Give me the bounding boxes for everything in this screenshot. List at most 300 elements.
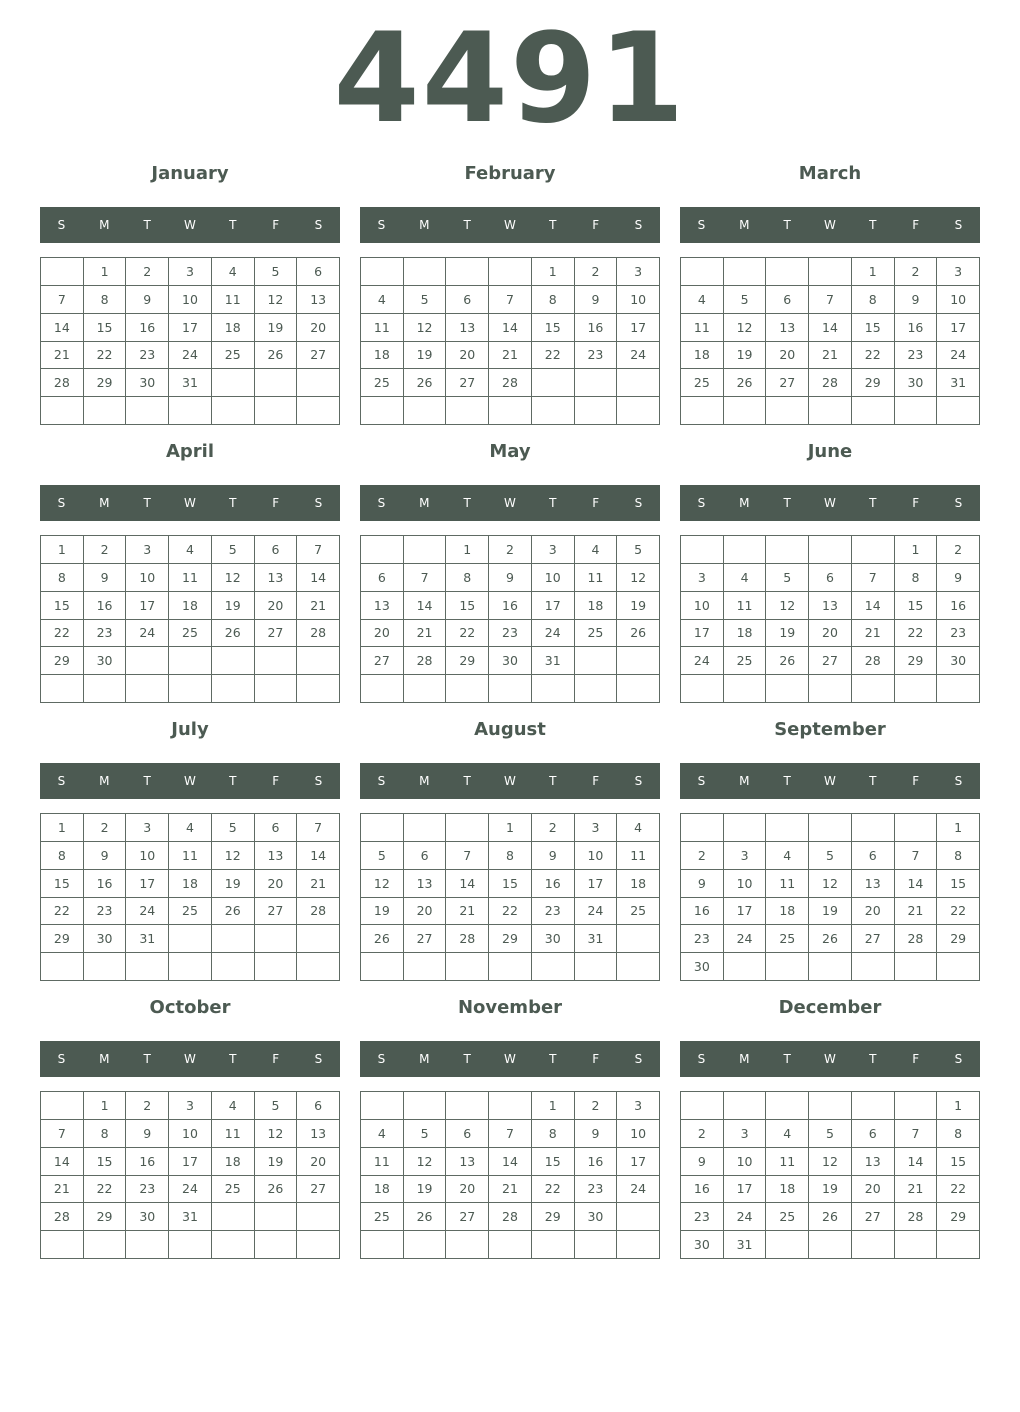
month-name: October bbox=[149, 997, 231, 1018]
day-cell: 24 bbox=[617, 342, 660, 370]
weekday-label: T bbox=[143, 1052, 151, 1066]
day-cell: 26 bbox=[404, 369, 447, 397]
day-cell: 9 bbox=[681, 870, 724, 898]
weekday-label: F bbox=[912, 496, 920, 510]
day-cell: 30 bbox=[895, 369, 938, 397]
day-cell bbox=[895, 1231, 938, 1259]
day-cell: 21 bbox=[41, 1176, 84, 1204]
day-cell bbox=[169, 925, 212, 953]
day-cell: 31 bbox=[126, 925, 169, 953]
day-cell: 6 bbox=[852, 842, 895, 870]
weekday-label: W bbox=[504, 218, 516, 232]
day-cell: 18 bbox=[361, 342, 404, 370]
day-cell: 16 bbox=[489, 592, 532, 620]
day-cell bbox=[169, 1231, 212, 1259]
month-name: April bbox=[165, 441, 215, 462]
day-cell: 5 bbox=[255, 1092, 298, 1120]
day-cell bbox=[617, 1203, 660, 1231]
day-cell: 24 bbox=[724, 925, 767, 953]
day-cell: 26 bbox=[255, 1176, 298, 1204]
day-cell: 24 bbox=[617, 1176, 660, 1204]
month-name: January bbox=[151, 163, 229, 184]
day-cell bbox=[809, 1231, 852, 1259]
weekday-label: T bbox=[143, 218, 151, 232]
day-cell bbox=[766, 953, 809, 981]
day-cell: 25 bbox=[169, 620, 212, 648]
month-name: June bbox=[807, 441, 853, 462]
weekday-label: W bbox=[504, 1052, 516, 1066]
day-cell: 20 bbox=[297, 1148, 340, 1176]
day-cell: 21 bbox=[895, 1176, 938, 1204]
day-cell bbox=[404, 814, 447, 842]
weekday-label: S bbox=[697, 1052, 706, 1066]
day-cell: 10 bbox=[126, 564, 169, 592]
weekday-label: W bbox=[824, 1052, 836, 1066]
day-cell bbox=[575, 647, 618, 675]
weekday-label: S bbox=[57, 1052, 66, 1066]
day-cell: 8 bbox=[489, 842, 532, 870]
weekday-label: F bbox=[912, 774, 920, 788]
day-cell: 8 bbox=[84, 1120, 127, 1148]
day-cell: 16 bbox=[84, 592, 127, 620]
day-cell: 20 bbox=[361, 620, 404, 648]
day-cell bbox=[895, 675, 938, 703]
day-grid bbox=[680, 535, 980, 703]
weekday-label: S bbox=[954, 496, 963, 510]
day-cell: 20 bbox=[809, 620, 852, 648]
day-cell bbox=[617, 369, 660, 397]
day-cell: 18 bbox=[575, 592, 618, 620]
day-cell: 29 bbox=[84, 1203, 127, 1231]
day-cell: 8 bbox=[532, 286, 575, 314]
day-cell: 10 bbox=[169, 1120, 212, 1148]
month-block bbox=[360, 162, 661, 426]
day-cell: 3 bbox=[126, 536, 169, 564]
day-cell: 8 bbox=[937, 842, 980, 870]
day-cell: 10 bbox=[724, 870, 767, 898]
day-cell: 6 bbox=[255, 536, 298, 564]
month-name: May bbox=[489, 441, 531, 462]
day-cell: 7 bbox=[809, 286, 852, 314]
day-cell: 16 bbox=[84, 870, 127, 898]
day-cell bbox=[126, 647, 169, 675]
day-cell: 27 bbox=[446, 369, 489, 397]
day-cell: 22 bbox=[937, 1176, 980, 1204]
day-cell bbox=[212, 953, 255, 981]
day-cell: 23 bbox=[575, 1176, 618, 1204]
day-cell: 22 bbox=[489, 898, 532, 926]
day-cell: 28 bbox=[809, 369, 852, 397]
weekday-label: F bbox=[272, 774, 280, 788]
day-cell: 7 bbox=[852, 564, 895, 592]
day-cell bbox=[361, 397, 404, 425]
day-cell: 11 bbox=[212, 286, 255, 314]
day-cell bbox=[404, 258, 447, 286]
day-cell: 29 bbox=[937, 925, 980, 953]
day-cell bbox=[446, 397, 489, 425]
day-cell: 28 bbox=[852, 647, 895, 675]
weekday-header bbox=[680, 207, 980, 243]
day-cell bbox=[297, 925, 340, 953]
weekday-label: M bbox=[99, 496, 110, 510]
weekday-label: S bbox=[634, 496, 643, 510]
day-cell: 12 bbox=[766, 592, 809, 620]
day-cell bbox=[212, 397, 255, 425]
day-cell bbox=[446, 814, 489, 842]
day-cell bbox=[681, 397, 724, 425]
weekday-label: W bbox=[824, 496, 836, 510]
weekday-label: T bbox=[229, 496, 237, 510]
day-cell: 6 bbox=[852, 1120, 895, 1148]
day-cell: 16 bbox=[126, 1148, 169, 1176]
day-cell: 14 bbox=[809, 314, 852, 342]
day-cell: 4 bbox=[575, 536, 618, 564]
day-cell: 1 bbox=[937, 1092, 980, 1120]
day-cell bbox=[809, 953, 852, 981]
day-cell bbox=[617, 647, 660, 675]
day-cell: 26 bbox=[724, 369, 767, 397]
weekday-label: F bbox=[912, 1052, 920, 1066]
day-cell: 26 bbox=[361, 925, 404, 953]
day-cell: 10 bbox=[575, 842, 618, 870]
day-cell: 28 bbox=[41, 1203, 84, 1231]
month-name: August bbox=[474, 719, 546, 740]
day-cell: 5 bbox=[212, 814, 255, 842]
day-cell: 18 bbox=[681, 342, 724, 370]
day-cell: 4 bbox=[766, 842, 809, 870]
day-cell: 21 bbox=[297, 870, 340, 898]
day-cell: 1 bbox=[41, 536, 84, 564]
day-cell bbox=[809, 675, 852, 703]
weekday-label: S bbox=[954, 774, 963, 788]
day-grid bbox=[40, 1091, 340, 1259]
weekday-label: W bbox=[184, 218, 196, 232]
day-cell: 26 bbox=[809, 925, 852, 953]
day-cell: 15 bbox=[84, 1148, 127, 1176]
day-cell: 16 bbox=[575, 1148, 618, 1176]
day-cell bbox=[724, 536, 767, 564]
month-block bbox=[40, 440, 341, 704]
day-cell bbox=[532, 953, 575, 981]
day-cell bbox=[937, 675, 980, 703]
day-cell: 11 bbox=[361, 1148, 404, 1176]
weekday-label: M bbox=[419, 218, 430, 232]
day-cell: 25 bbox=[575, 620, 618, 648]
day-cell: 19 bbox=[617, 592, 660, 620]
day-cell: 2 bbox=[84, 814, 127, 842]
day-cell bbox=[575, 397, 618, 425]
weekday-label: W bbox=[504, 774, 516, 788]
month-name: November bbox=[457, 997, 563, 1018]
day-cell bbox=[41, 397, 84, 425]
day-cell: 17 bbox=[532, 592, 575, 620]
weekday-label: M bbox=[739, 774, 750, 788]
weekday-header bbox=[360, 207, 660, 243]
day-cell bbox=[937, 1231, 980, 1259]
day-cell: 19 bbox=[809, 898, 852, 926]
weekday-label: F bbox=[592, 218, 600, 232]
day-cell: 27 bbox=[852, 1203, 895, 1231]
day-cell: 4 bbox=[724, 564, 767, 592]
day-cell bbox=[297, 647, 340, 675]
weekday-label: W bbox=[824, 218, 836, 232]
day-cell bbox=[532, 369, 575, 397]
weekday-label: T bbox=[463, 496, 471, 510]
day-cell: 10 bbox=[532, 564, 575, 592]
weekday-label: S bbox=[57, 218, 66, 232]
day-grid bbox=[40, 535, 340, 703]
day-cell: 9 bbox=[937, 564, 980, 592]
day-cell bbox=[41, 1231, 84, 1259]
day-cell: 22 bbox=[532, 1176, 575, 1204]
day-cell: 23 bbox=[126, 1176, 169, 1204]
day-cell: 15 bbox=[937, 1148, 980, 1176]
weekday-label: M bbox=[419, 1052, 430, 1066]
day-cell: 27 bbox=[404, 925, 447, 953]
day-cell: 20 bbox=[446, 1176, 489, 1204]
day-cell: 8 bbox=[532, 1120, 575, 1148]
day-cell: 20 bbox=[766, 342, 809, 370]
weekday-label: M bbox=[739, 1052, 750, 1066]
day-cell: 3 bbox=[575, 814, 618, 842]
day-cell: 12 bbox=[255, 1120, 298, 1148]
day-cell: 15 bbox=[852, 314, 895, 342]
day-cell bbox=[41, 675, 84, 703]
day-cell: 6 bbox=[446, 286, 489, 314]
day-cell: 23 bbox=[681, 925, 724, 953]
day-cell: 15 bbox=[41, 870, 84, 898]
day-cell bbox=[724, 1092, 767, 1120]
day-cell bbox=[724, 258, 767, 286]
day-cell: 15 bbox=[532, 314, 575, 342]
day-cell: 6 bbox=[446, 1120, 489, 1148]
day-cell: 14 bbox=[41, 1148, 84, 1176]
day-cell: 15 bbox=[84, 314, 127, 342]
day-cell bbox=[212, 675, 255, 703]
month-name: March bbox=[798, 163, 862, 184]
day-cell bbox=[766, 675, 809, 703]
day-cell: 30 bbox=[575, 1203, 618, 1231]
day-cell: 25 bbox=[766, 1203, 809, 1231]
day-cell: 21 bbox=[404, 620, 447, 648]
day-cell: 11 bbox=[766, 1148, 809, 1176]
day-cell: 30 bbox=[937, 647, 980, 675]
weekday-label: T bbox=[463, 1052, 471, 1066]
day-cell bbox=[361, 536, 404, 564]
day-cell: 9 bbox=[126, 286, 169, 314]
day-cell: 4 bbox=[617, 814, 660, 842]
day-cell: 6 bbox=[297, 258, 340, 286]
day-cell: 3 bbox=[617, 1092, 660, 1120]
day-cell: 27 bbox=[852, 925, 895, 953]
day-cell bbox=[852, 953, 895, 981]
day-cell: 12 bbox=[809, 870, 852, 898]
day-cell: 27 bbox=[766, 369, 809, 397]
day-cell: 26 bbox=[766, 647, 809, 675]
day-cell bbox=[255, 675, 298, 703]
day-cell: 23 bbox=[895, 342, 938, 370]
day-cell bbox=[809, 397, 852, 425]
day-cell: 1 bbox=[41, 814, 84, 842]
day-grid bbox=[40, 257, 340, 425]
day-cell: 9 bbox=[84, 564, 127, 592]
day-cell bbox=[212, 1203, 255, 1231]
weekday-label: W bbox=[184, 1052, 196, 1066]
weekday-label: S bbox=[314, 218, 323, 232]
day-cell: 23 bbox=[937, 620, 980, 648]
weekday-label: T bbox=[143, 496, 151, 510]
day-cell bbox=[575, 675, 618, 703]
day-cell: 1 bbox=[84, 258, 127, 286]
weekday-label: F bbox=[272, 218, 280, 232]
day-cell: 3 bbox=[937, 258, 980, 286]
day-cell bbox=[84, 397, 127, 425]
day-cell: 25 bbox=[766, 925, 809, 953]
day-cell: 28 bbox=[895, 1203, 938, 1231]
day-cell bbox=[212, 1231, 255, 1259]
day-cell: 13 bbox=[404, 870, 447, 898]
day-cell: 6 bbox=[766, 286, 809, 314]
day-cell bbox=[766, 814, 809, 842]
day-cell: 14 bbox=[297, 564, 340, 592]
day-cell: 14 bbox=[446, 870, 489, 898]
day-cell: 19 bbox=[404, 342, 447, 370]
day-cell: 8 bbox=[446, 564, 489, 592]
day-cell: 17 bbox=[169, 314, 212, 342]
day-cell: 21 bbox=[446, 898, 489, 926]
day-cell: 28 bbox=[895, 925, 938, 953]
day-cell: 1 bbox=[852, 258, 895, 286]
day-cell: 23 bbox=[489, 620, 532, 648]
day-cell: 28 bbox=[446, 925, 489, 953]
day-cell: 7 bbox=[895, 842, 938, 870]
day-cell: 30 bbox=[84, 647, 127, 675]
day-cell: 3 bbox=[681, 564, 724, 592]
day-cell: 24 bbox=[126, 898, 169, 926]
day-cell: 2 bbox=[84, 536, 127, 564]
month-name: July bbox=[171, 719, 209, 740]
weekday-label: F bbox=[592, 496, 600, 510]
day-cell: 1 bbox=[895, 536, 938, 564]
weekday-label: S bbox=[634, 774, 643, 788]
day-cell: 2 bbox=[126, 1092, 169, 1120]
day-cell: 16 bbox=[895, 314, 938, 342]
month-block bbox=[360, 996, 661, 1260]
day-cell bbox=[724, 675, 767, 703]
day-cell bbox=[255, 397, 298, 425]
day-cell: 24 bbox=[575, 898, 618, 926]
day-cell: 1 bbox=[489, 814, 532, 842]
day-cell bbox=[809, 536, 852, 564]
weekday-label: S bbox=[954, 218, 963, 232]
day-cell: 24 bbox=[937, 342, 980, 370]
day-cell: 13 bbox=[766, 314, 809, 342]
day-cell: 22 bbox=[852, 342, 895, 370]
day-cell: 8 bbox=[937, 1120, 980, 1148]
day-cell: 27 bbox=[361, 647, 404, 675]
day-cell: 24 bbox=[126, 620, 169, 648]
day-cell bbox=[255, 647, 298, 675]
weekday-label: W bbox=[184, 774, 196, 788]
day-cell: 22 bbox=[41, 620, 84, 648]
day-cell bbox=[404, 1231, 447, 1259]
weekday-label: W bbox=[824, 774, 836, 788]
day-cell bbox=[255, 369, 298, 397]
day-cell: 31 bbox=[575, 925, 618, 953]
day-cell: 12 bbox=[212, 842, 255, 870]
day-cell: 4 bbox=[169, 814, 212, 842]
day-cell: 22 bbox=[895, 620, 938, 648]
day-cell bbox=[766, 1231, 809, 1259]
day-cell bbox=[297, 1231, 340, 1259]
weekday-label: S bbox=[954, 1052, 963, 1066]
weekday-label: S bbox=[57, 774, 66, 788]
day-cell: 29 bbox=[84, 369, 127, 397]
day-cell: 12 bbox=[724, 314, 767, 342]
weekday-label: S bbox=[314, 496, 323, 510]
day-cell: 30 bbox=[681, 953, 724, 981]
day-cell: 10 bbox=[681, 592, 724, 620]
day-cell bbox=[895, 814, 938, 842]
day-cell: 10 bbox=[617, 1120, 660, 1148]
day-cell: 26 bbox=[809, 1203, 852, 1231]
day-cell: 22 bbox=[84, 342, 127, 370]
day-cell: 29 bbox=[937, 1203, 980, 1231]
day-cell: 14 bbox=[297, 842, 340, 870]
day-grid bbox=[680, 257, 980, 425]
day-cell: 15 bbox=[532, 1148, 575, 1176]
day-cell: 4 bbox=[169, 536, 212, 564]
day-cell: 15 bbox=[937, 870, 980, 898]
day-cell: 27 bbox=[255, 898, 298, 926]
day-cell: 21 bbox=[41, 342, 84, 370]
day-cell: 31 bbox=[169, 1203, 212, 1231]
day-cell: 12 bbox=[404, 314, 447, 342]
day-cell: 15 bbox=[895, 592, 938, 620]
day-cell bbox=[297, 953, 340, 981]
day-cell bbox=[809, 1092, 852, 1120]
day-cell bbox=[617, 675, 660, 703]
day-cell: 19 bbox=[809, 1176, 852, 1204]
day-cell: 17 bbox=[724, 898, 767, 926]
day-cell bbox=[169, 675, 212, 703]
day-grid bbox=[680, 1091, 980, 1259]
day-cell: 26 bbox=[617, 620, 660, 648]
day-cell: 7 bbox=[489, 1120, 532, 1148]
day-cell: 13 bbox=[446, 1148, 489, 1176]
day-cell: 12 bbox=[809, 1148, 852, 1176]
day-cell: 7 bbox=[297, 536, 340, 564]
day-cell: 31 bbox=[937, 369, 980, 397]
day-cell bbox=[617, 953, 660, 981]
month-block bbox=[680, 440, 981, 704]
day-cell bbox=[404, 1092, 447, 1120]
weekday-header bbox=[680, 485, 980, 521]
day-cell: 29 bbox=[489, 925, 532, 953]
day-cell: 29 bbox=[532, 1203, 575, 1231]
day-cell: 10 bbox=[937, 286, 980, 314]
day-cell bbox=[617, 397, 660, 425]
day-cell: 20 bbox=[297, 314, 340, 342]
day-cell bbox=[489, 397, 532, 425]
day-cell bbox=[724, 397, 767, 425]
day-cell bbox=[852, 814, 895, 842]
day-cell: 9 bbox=[681, 1148, 724, 1176]
weekday-header bbox=[680, 1041, 980, 1077]
day-cell: 5 bbox=[361, 842, 404, 870]
day-cell: 13 bbox=[852, 1148, 895, 1176]
day-cell bbox=[297, 675, 340, 703]
